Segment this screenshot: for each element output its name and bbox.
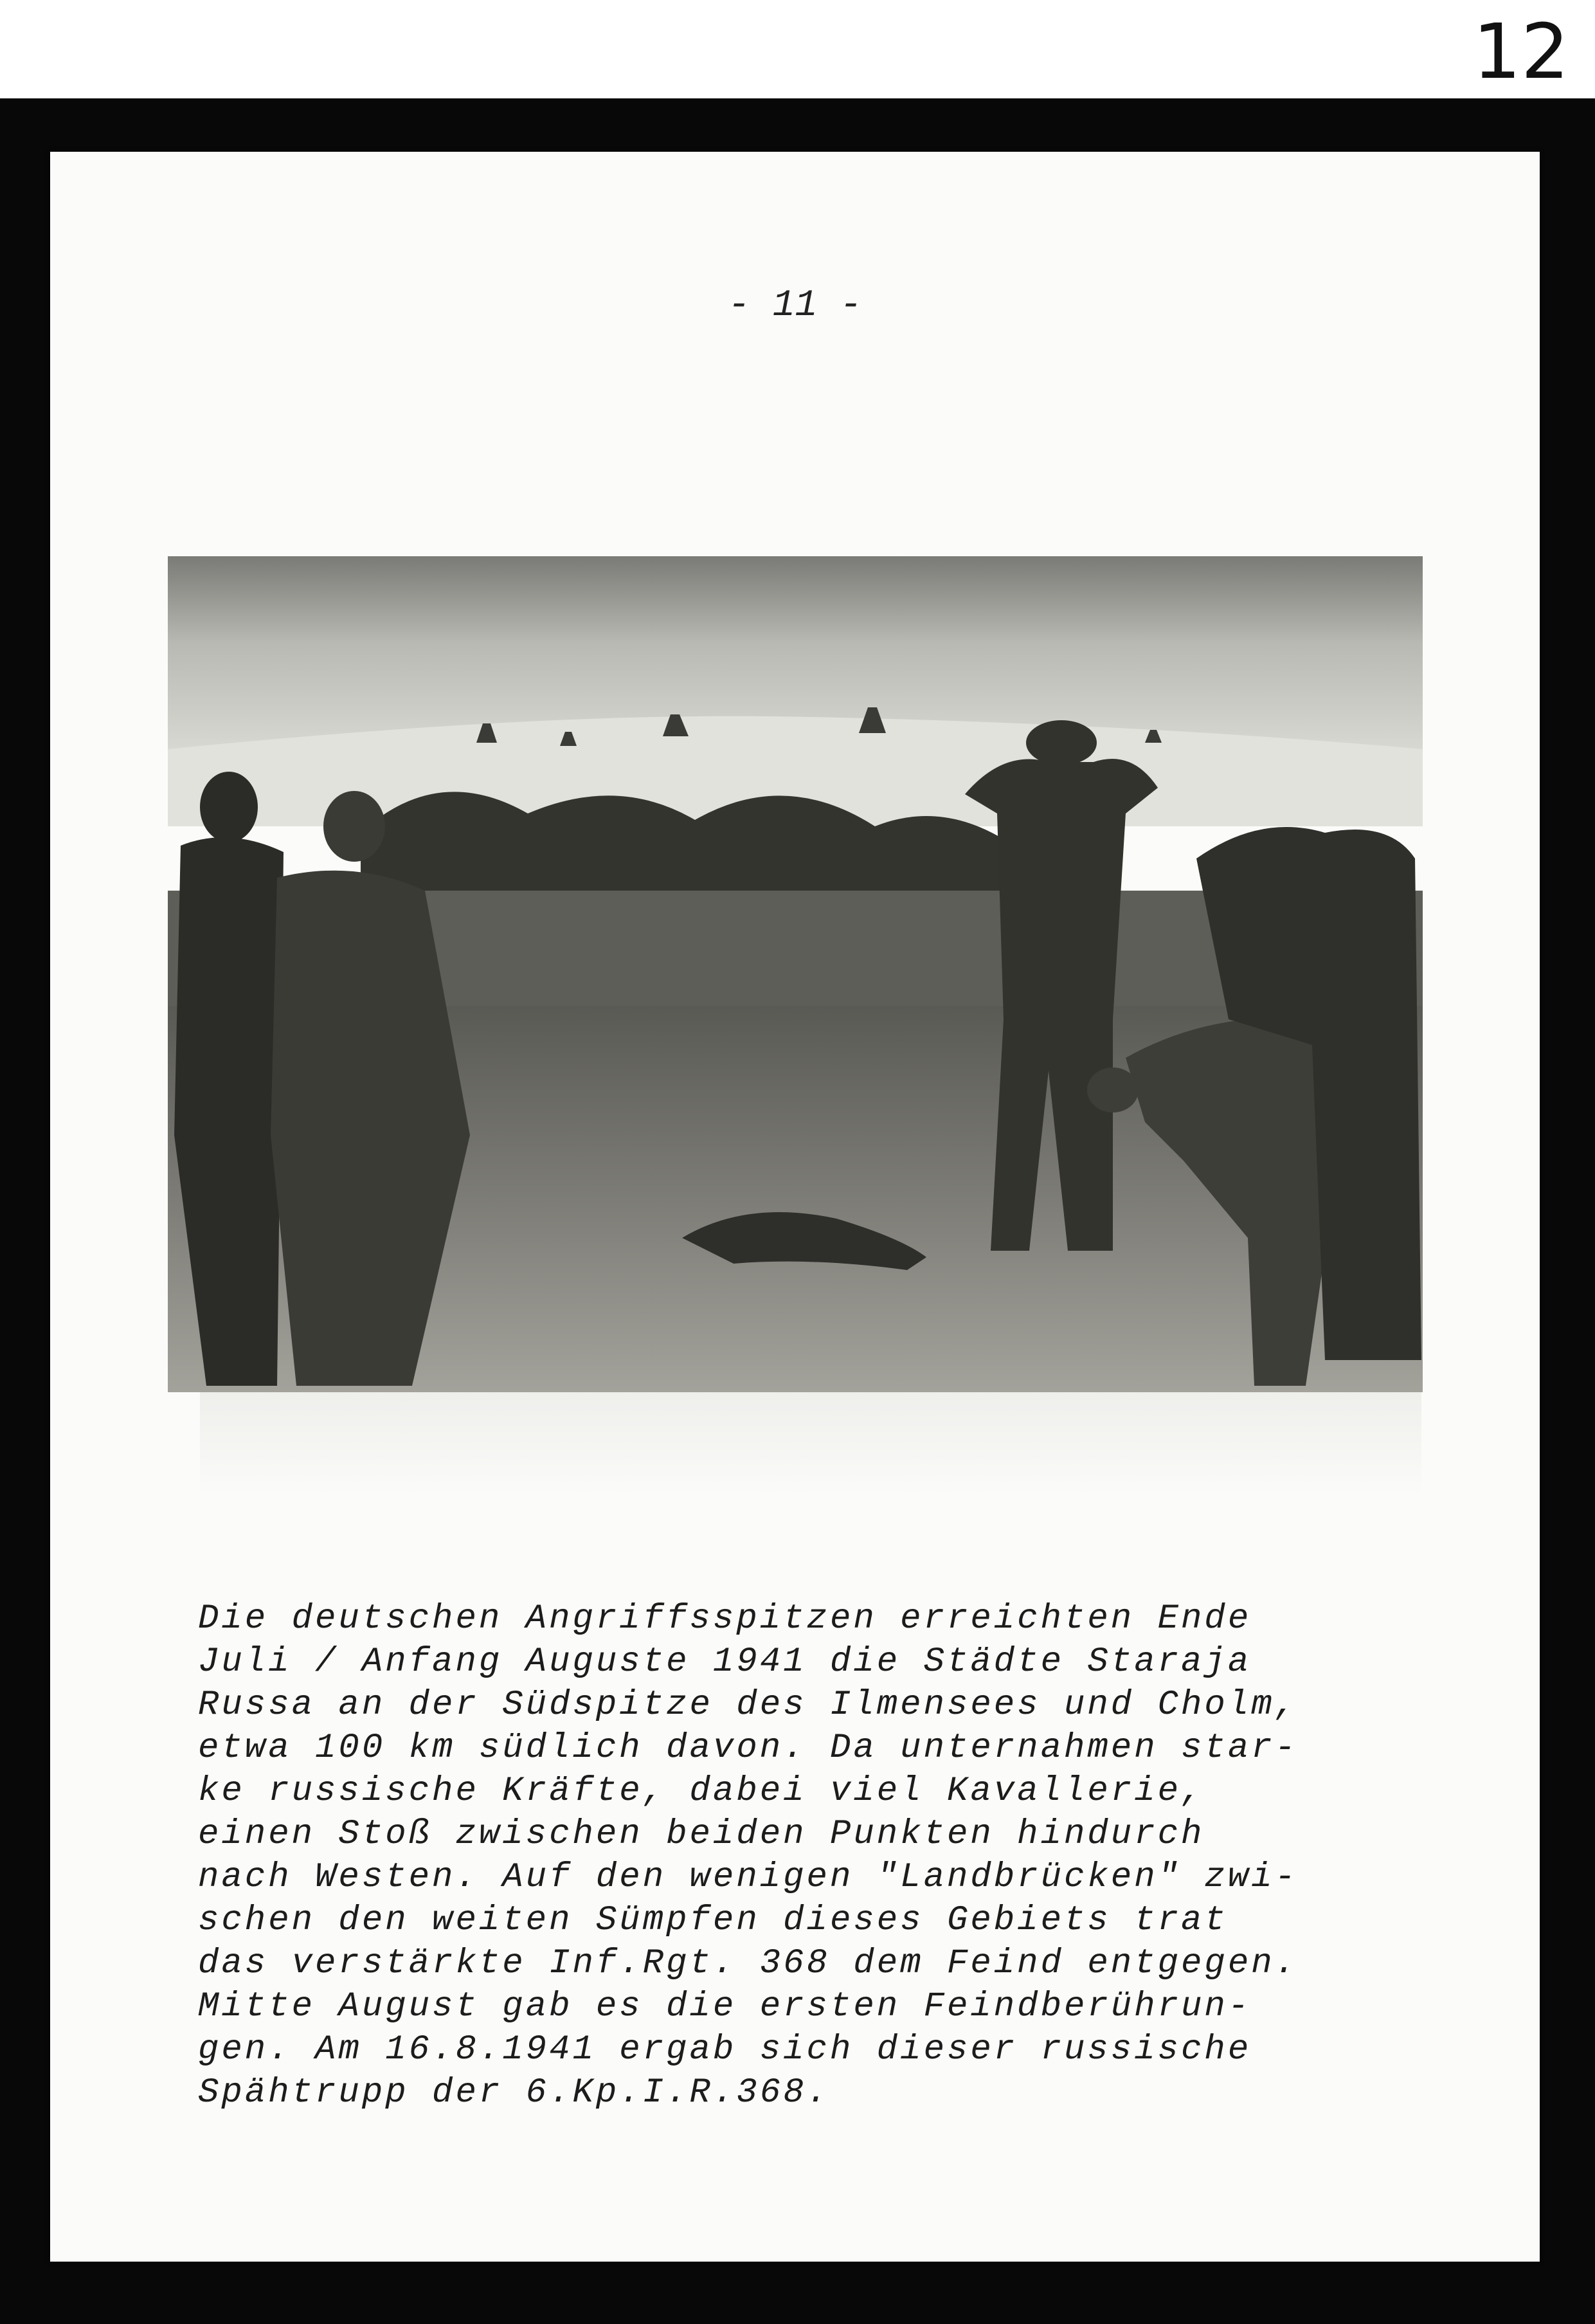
photo-frame (168, 556, 1423, 1502)
document-page (50, 152, 1540, 2262)
caption-line: Die deutschen Angriffsspitzen erreichten Ende (198, 1599, 1252, 1639)
caption-line: Russa an der Südspitze des Ilmensees und Cholm, (198, 1685, 1299, 1725)
caption-line: schen den weiten Sümpfen dieses Gebiets trat (198, 1901, 1228, 1940)
caption-line: Spähtrupp der 6.Kp.I.R.368. (198, 2073, 830, 2112)
caption-line: Juli / Anfang Auguste 1941 die Städte Staraja (198, 1642, 1252, 1682)
scan-sheet-number: 12 (1472, 7, 1569, 96)
caption-line: das verstärkte Inf.Rgt. 368 dem Feind entgegen. (198, 1944, 1299, 1983)
caption-line: einen Stoß zwischen beiden Punkten hindurch (198, 1815, 1205, 1854)
historical-photo (168, 556, 1423, 1392)
caption-line: ke russische Kräfte, dabei viel Kavallerie, (198, 1772, 1205, 1811)
caption-line: Mitte August gab es die ersten Feindberührun- (198, 1987, 1252, 2026)
photo-bottom-fade (200, 1392, 1421, 1495)
caption-line: gen. Am 16.8.1941 ergab sich dieser russische (198, 2030, 1252, 2069)
caption-line: nach Westen. Auf den wenigen "Landbrücken" zwi- (198, 1858, 1299, 1897)
scan-frame (0, 98, 1595, 2324)
page-number: - 11 - (728, 285, 862, 327)
caption-line: etwa 100 km südlich davon. Da unternahmen star- (198, 1729, 1299, 1768)
photo-caption (198, 1597, 1484, 2114)
